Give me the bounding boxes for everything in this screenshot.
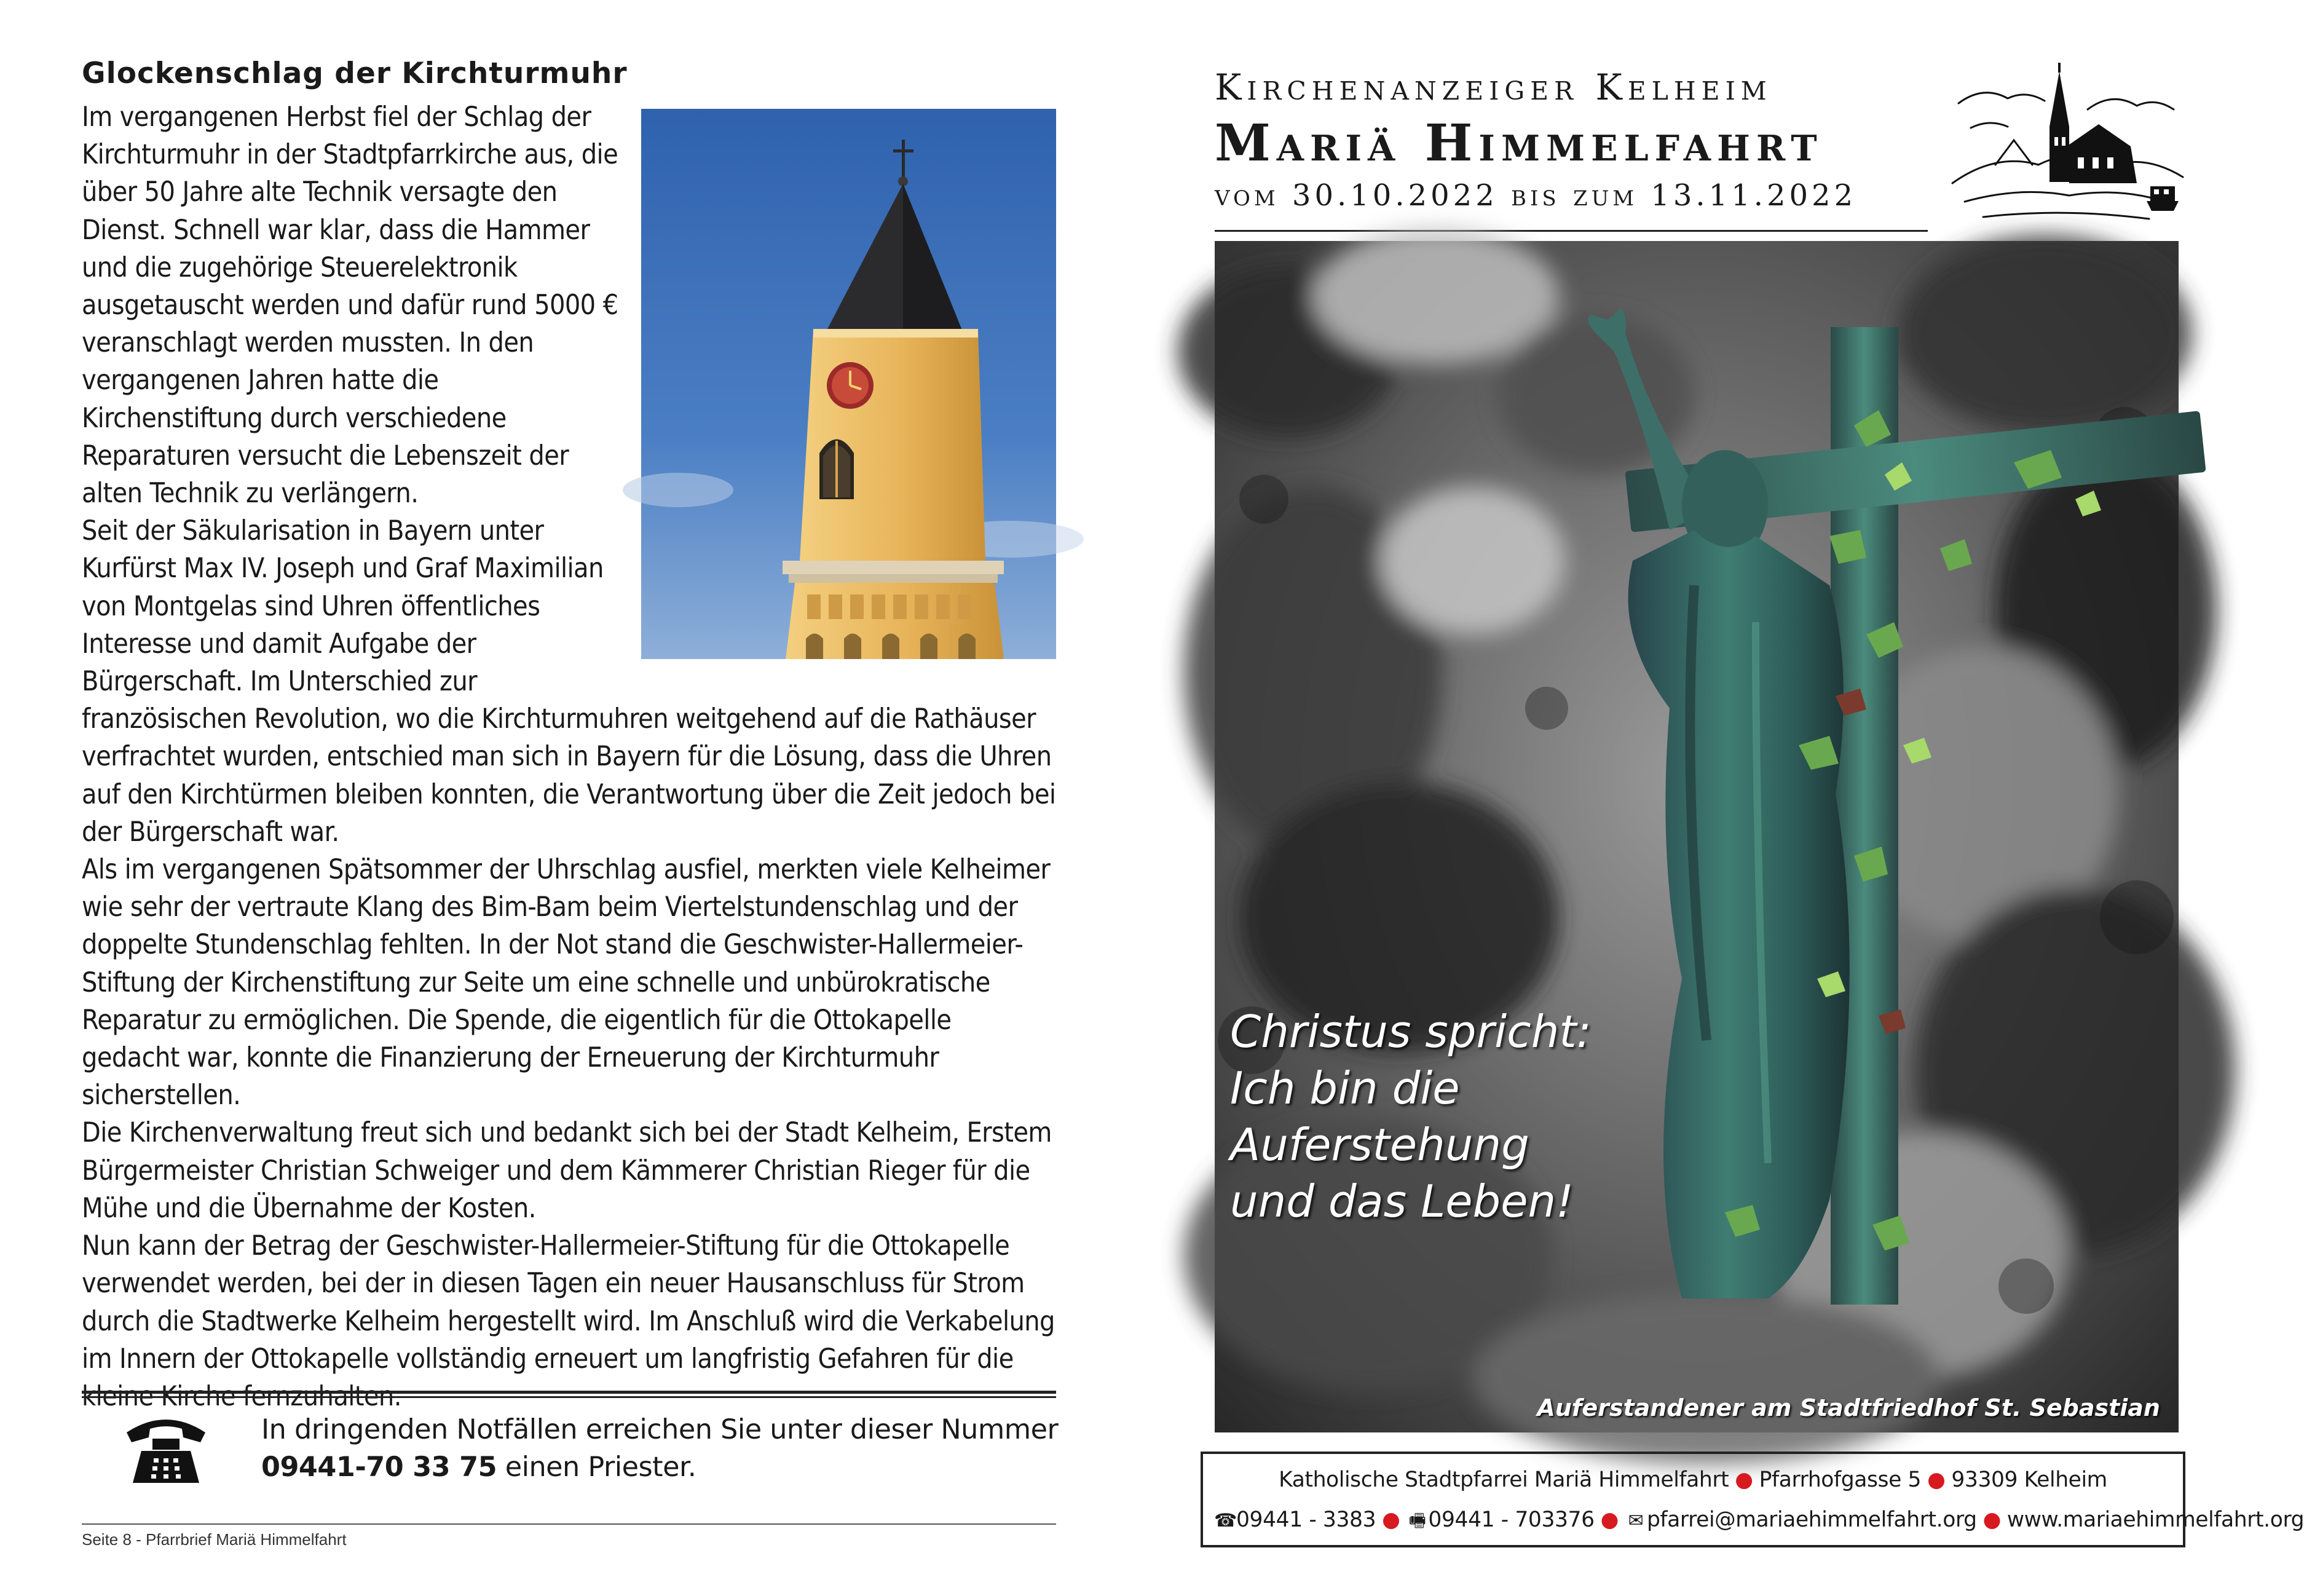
website-link[interactable]: www.mariaehimmelfahrt.org	[2006, 1507, 2304, 1532]
quote-line: Christus spricht:	[1230, 1006, 1592, 1057]
quote-line: und das Leben!	[1230, 1175, 1574, 1227]
article-body	[82, 98, 1056, 1415]
email-link[interactable]: pfarrei@mariaehimmelfahrt.org	[1646, 1507, 1977, 1532]
email-icon: ✉	[1628, 1510, 1644, 1531]
street: Pfarrhofgasse 5	[1759, 1468, 1922, 1492]
masthead-title: Mariä Himmelfahrt	[1215, 114, 1823, 173]
christ-statue-photo	[1215, 241, 2179, 1432]
masthead-dates: vom 30.10.2022 bis zum 13.11.2022	[1215, 178, 1857, 213]
separator-dot: ●	[1982, 1507, 2001, 1532]
church-tower-photo	[641, 109, 1056, 659]
quote-line: Auferstehung	[1230, 1119, 1529, 1171]
fax-number[interactable]: 09441 - 703376	[1428, 1507, 1595, 1532]
emergency-text-after: einen Priester.	[505, 1452, 696, 1483]
article-paragraph: Nun kann der Betrag der Geschwister-Hallermeier-Stiftung für die Ottokapelle verwendet werden, bei der in diesen Tagen ein neuer Hausanschluss für Strom durch die Stadtwerke Kelheim hergestellt wird. Im Anschluß wird die Verkabelung im Innern der Ottokapelle vollständig erneuert um langfristig Gefahren für die kleine Kirche fernzuhalten.	[82, 1230, 1055, 1412]
article-paragraph: Die Kirchenverwaltung freut sich und bedankt sich bei der Stadt Kelheim, Erstem Bürgermeister Christian Schweiger und dem Kämmerer Christian Rieger für die Mühe und die Übernahme der Kosten.	[82, 1117, 1052, 1224]
double-divider	[82, 1391, 1056, 1398]
phone-number[interactable]: 09441 - 3383	[1236, 1507, 1376, 1532]
contact-channels	[1214, 1507, 2304, 1538]
photo-caption: Auferstandener am Stadtfriedhof St. Sebastian	[1537, 1394, 2160, 1421]
church-sketch-logo	[1946, 60, 2186, 232]
contact-address	[1203, 1468, 2183, 1492]
footer-divider	[82, 1523, 1056, 1525]
telephone-icon	[123, 1408, 209, 1488]
article-paragraph: Seit der Säkularisation in Bayern unter Kurfürst Max IV. Joseph und Graf Maximilian von Montgelas sind Uhren öffentliches Interesse und damit Aufgabe der Bürgerschaft. Im Unterschied zur französischen Revolution, wo die Kirchturmuhren weitgehend auf die Rathäuser verfrachtet wurden, entschied man sich in Bayern für die Lösung, dass die Uhren auf den Kirchtürmen bleiben konnten, die Verantwortung über die Zeit jedoch bei der Bürgerschaft war.	[82, 515, 1056, 848]
parish-name: Katholische Stadtpfarrei Mariä Himmelfahrt	[1279, 1468, 1729, 1492]
emergency-text: In dringenden Notfällen erreichen Sie unter dieser Nummer	[261, 1414, 1059, 1445]
scripture-quote	[1230, 1003, 1592, 1230]
page-footer: Seite 8 - Pfarrbrief Mariä Himmelfahrt	[82, 1530, 347, 1549]
hero-image	[1215, 241, 2179, 1432]
fax-icon: 🖷	[1408, 1510, 1426, 1531]
separator-dot: ●	[1735, 1468, 1753, 1492]
separator-dot: ●	[1382, 1507, 1400, 1532]
separator-dot: ●	[1927, 1468, 1946, 1492]
masthead-publication: Kirchenanzeiger Kelheim	[1215, 66, 1772, 108]
right-page	[1129, 0, 2304, 1596]
emergency-notice	[261, 1411, 1060, 1486]
phone-icon: ☎	[1214, 1510, 1237, 1531]
separator-dot: ●	[1600, 1507, 1619, 1532]
header-divider	[1215, 230, 1928, 232]
quote-line: Ich bin die	[1230, 1062, 1460, 1114]
emergency-number: 09441-70 33 75	[261, 1452, 497, 1483]
left-page	[0, 0, 1129, 1596]
article-paragraph: Im vergangenen Herbst fiel der Schlag der Kirchturmuhr in der Stadtpfarrkirche aus, die über 50 Jahre alte Technik versagte den Dienst. Schnell war klar, dass die Hammer und die zugehörige Steuerelektronik ausgetauscht werden und dafür rund 5000 € veranschlagt werden mussten. In den vergangenen Jahren hatte die Kirchenstiftung durch verschiedene Reparaturen versucht die Lebenszeit der alten Technik zu verlängern.	[82, 101, 618, 510]
article-paragraph: Als im vergangenen Spätsommer der Uhrschlag ausfiel, merkten viele Kelheimer wie sehr der vertraute Klang des Bim-Bam beim Viertelstundenschlag und der doppelte Stundenschlag fehlten. In der Not stand die Geschwister-Hallermeier-Stiftung der Kirchenstiftung zur Seite um eine schnelle und unbürokratische Reparatur zu ermöglichen. Die Spende, die eigentlich für die Ottokapelle gedacht war, konnte die Finanzierung der Erneuerung der Kirchturmuhr sicherstellen.	[82, 854, 1051, 1112]
city: 93309 Kelheim	[1951, 1468, 2107, 1492]
contact-box	[1201, 1452, 2304, 1547]
article-title: Glockenschlag der Kirchturmuhr	[82, 57, 628, 90]
